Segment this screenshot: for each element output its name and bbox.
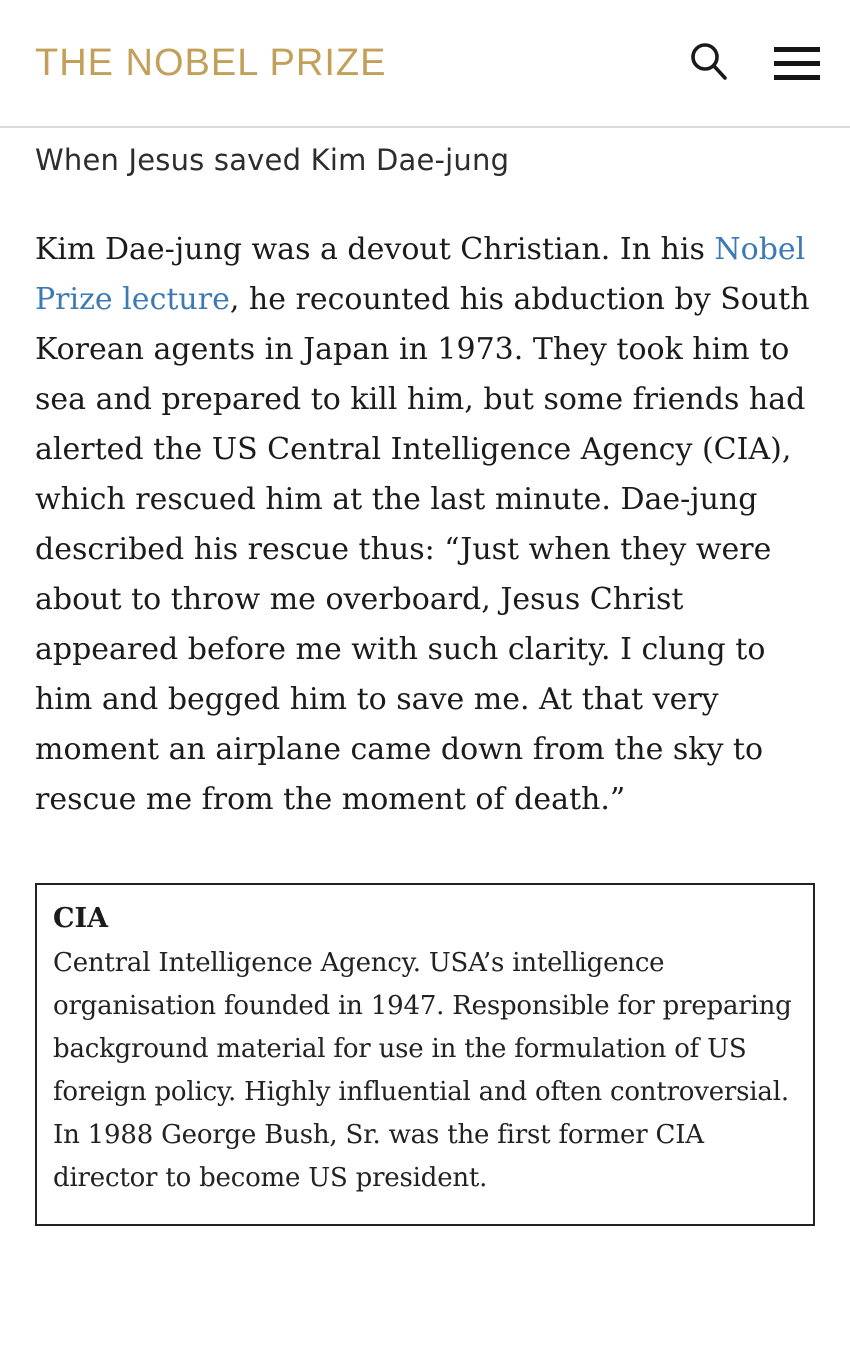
- paragraph-text-before-link: Kim Dae-jung was a devout Christian. In his: [35, 232, 715, 267]
- article-content: [0, 143, 850, 1226]
- menu-button[interactable]: [774, 47, 820, 80]
- glossary-term: CIA: [53, 903, 109, 934]
- nobel-lecture-link[interactable]: Nobel Prize lecture: [35, 232, 806, 317]
- search-icon: [686, 39, 732, 85]
- glossary-box: [35, 883, 815, 1226]
- hamburger-icon-bar: [774, 75, 820, 80]
- search-button[interactable]: [686, 39, 732, 88]
- header-actions: [686, 39, 820, 88]
- hamburger-icon-bar: [774, 61, 820, 66]
- article-paragraph: [35, 225, 815, 825]
- hamburger-icon-bar: [774, 47, 820, 52]
- glossary-definition: Central Intelligence Agency. USA’s intelligence organisation founded in 1947. Responsible for preparing background material for use in the formulation of US foreign policy. Highly influential and often controversial. In 1988 George Bush, Sr. was the first former CIA director to become US president.: [53, 948, 792, 1193]
- paragraph-text-after-link: , he recounted his abduction by South Korean agents in Japan in 1973. They took him to sea and prepared to kill him, but some friends had alerted the US Central Intelligence Agency (CIA), which rescued him at the last minute. Dae-jung described his rescue thus: “Just when they were about to throw me overboard, Jesus Christ appeared before me with such clarity. I clung to him and begged him to save me. At that very moment an airplane came down from the sky to rescue me from the moment of death.”: [35, 282, 810, 817]
- page-title: When Jesus saved Kim Dae-jung: [35, 143, 510, 177]
- site-header: [0, 0, 850, 128]
- nobel-prize-logo[interactable]: THE NOBEL PRIZE: [35, 41, 387, 84]
